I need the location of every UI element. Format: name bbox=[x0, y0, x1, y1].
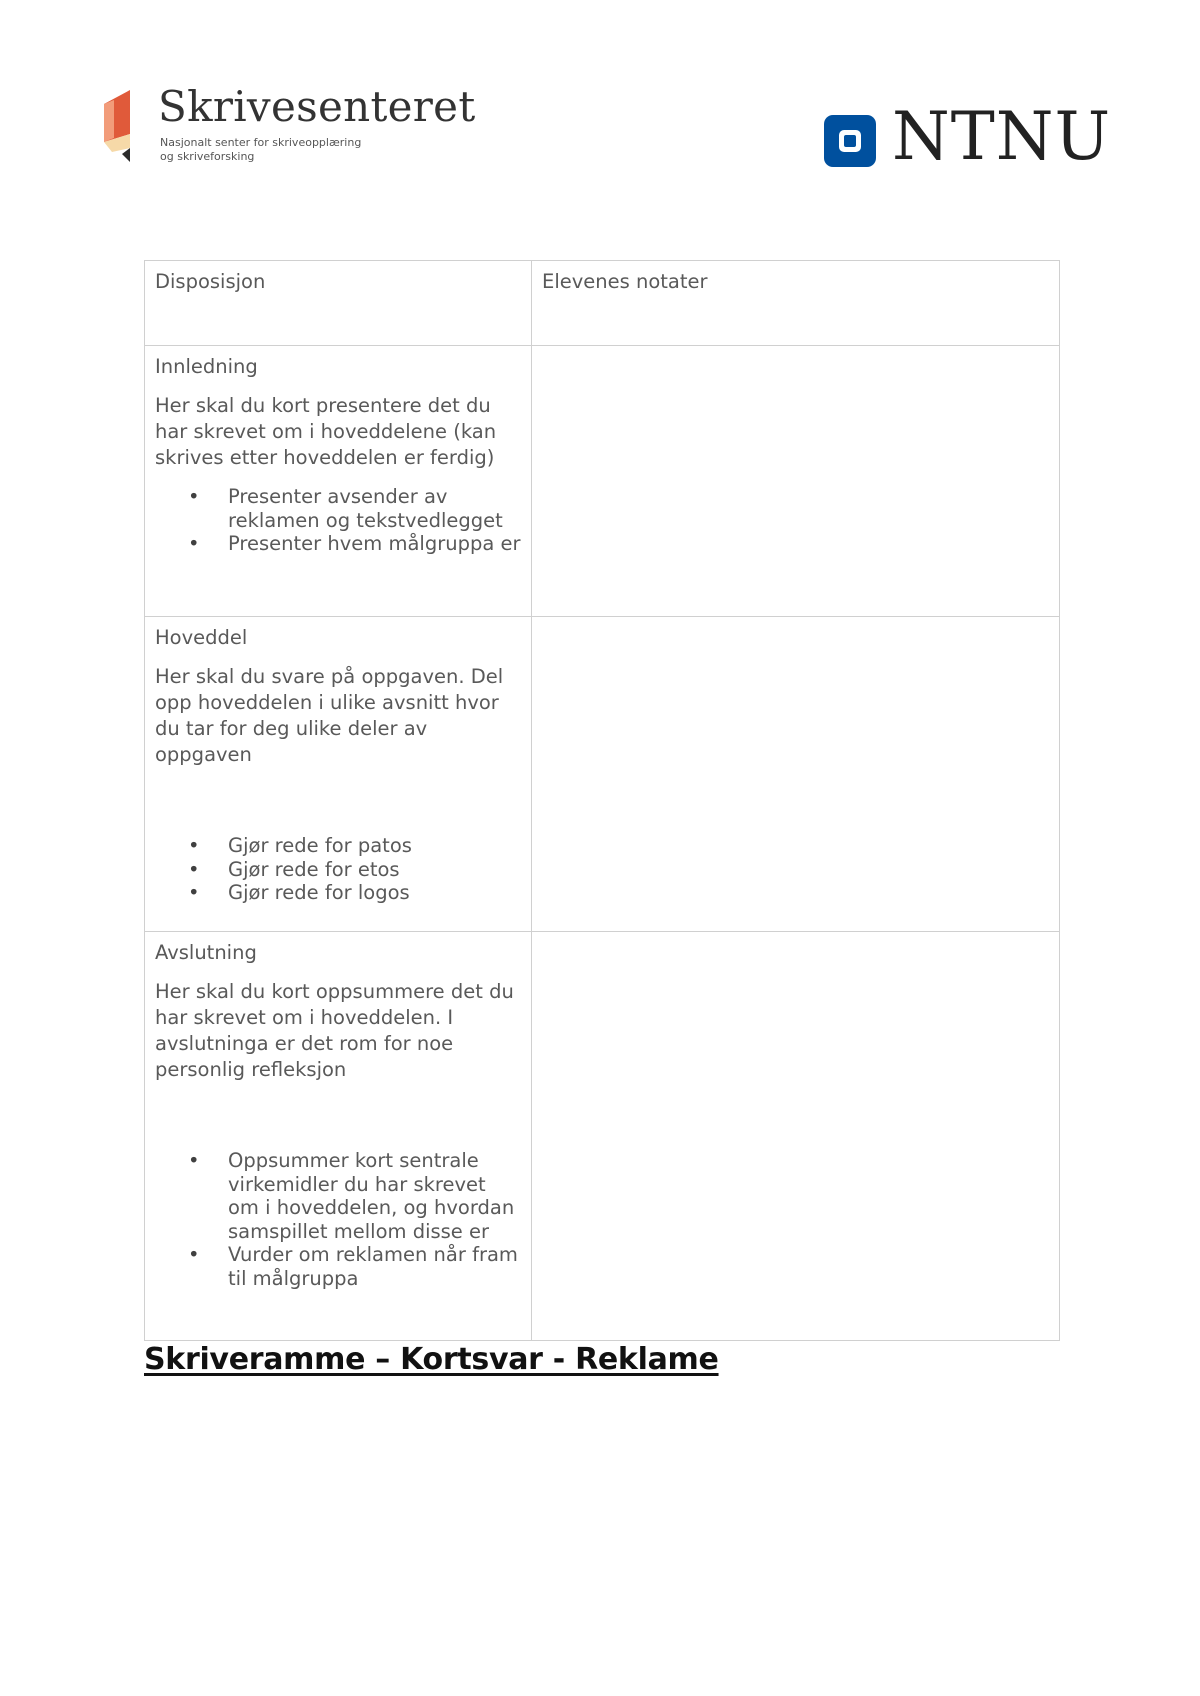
bullet-item: • Oppsummer kort sentrale virkemidler du har skrevet om i hoveddelen, og hvordan samspillet mellom disse er bbox=[228, 1149, 521, 1243]
section-cell-innledning bbox=[145, 346, 532, 617]
section-cell-hoveddel bbox=[145, 617, 532, 932]
section-bullet-list bbox=[155, 485, 521, 556]
header-disposisjon: Disposisjon bbox=[145, 261, 532, 346]
skrivesenteret-logo bbox=[104, 82, 476, 168]
section-title: Innledning bbox=[155, 355, 258, 378]
ntnu-logo bbox=[824, 98, 1112, 175]
tagline-line-1: Nasjonalt senter for skriveopplæring bbox=[160, 136, 362, 149]
writing-frame-table bbox=[144, 260, 1060, 1341]
notes-cell-avslutning[interactable] bbox=[532, 932, 1060, 1341]
bullet-item: • Vurder om reklamen når fram til målgruppa bbox=[228, 1243, 521, 1290]
skrivesenteret-logo-tagline bbox=[160, 136, 380, 164]
section-title: Hoveddel bbox=[155, 626, 248, 649]
section-bullet-list bbox=[155, 1149, 521, 1290]
table-row bbox=[145, 617, 1060, 932]
tagline-line-2: og skriveforsking bbox=[160, 150, 255, 163]
section-title: Avslutning bbox=[155, 941, 257, 964]
section-bullet-list bbox=[155, 834, 521, 905]
notes-cell-innledning[interactable] bbox=[532, 346, 1060, 617]
bullet-item: • Presenter hvem målgruppa er bbox=[228, 532, 521, 556]
ntnu-logo-wordmark: NTNU bbox=[892, 98, 1112, 175]
table-row bbox=[145, 932, 1060, 1341]
ntnu-logo-square-icon bbox=[824, 115, 876, 167]
table-header-row bbox=[145, 261, 1060, 346]
skrivesenteret-logo-mark-icon bbox=[104, 90, 138, 166]
bullet-item: • Gjør rede for logos bbox=[228, 881, 521, 905]
notes-cell-hoveddel[interactable] bbox=[532, 617, 1060, 932]
bullet-item: • Gjør rede for etos bbox=[228, 858, 521, 882]
section-description: Her skal du svare på oppgaven. Del opp hoveddelen i ulike avsnitt hvor du tar for deg ulike deler av oppgaven bbox=[155, 665, 504, 766]
document-title: Skriveramme – Kortsvar - Reklame bbox=[144, 1342, 719, 1377]
section-description: Her skal du kort oppsummere det du har skrevet om i hoveddelen. I avslutninga er det rom for noe personlig refleksjon bbox=[155, 980, 514, 1081]
spacer bbox=[155, 768, 521, 820]
section-cell-avslutning bbox=[145, 932, 532, 1341]
section-description: Her skal du kort presentere det du har skrevet om i hoveddelene (kan skrives etter hoveddelen er ferdig) bbox=[155, 394, 497, 469]
spacer bbox=[155, 1083, 521, 1135]
bullet-item: • Presenter avsender av reklamen og tekstvedlegget bbox=[228, 485, 521, 532]
header-elevenes-notater: Elevenes notater bbox=[532, 261, 1060, 346]
bullet-item: • Gjør rede for patos bbox=[228, 834, 521, 858]
table-row bbox=[145, 346, 1060, 617]
skrivesenteret-logo-name: Skrivesenteret bbox=[158, 82, 476, 131]
